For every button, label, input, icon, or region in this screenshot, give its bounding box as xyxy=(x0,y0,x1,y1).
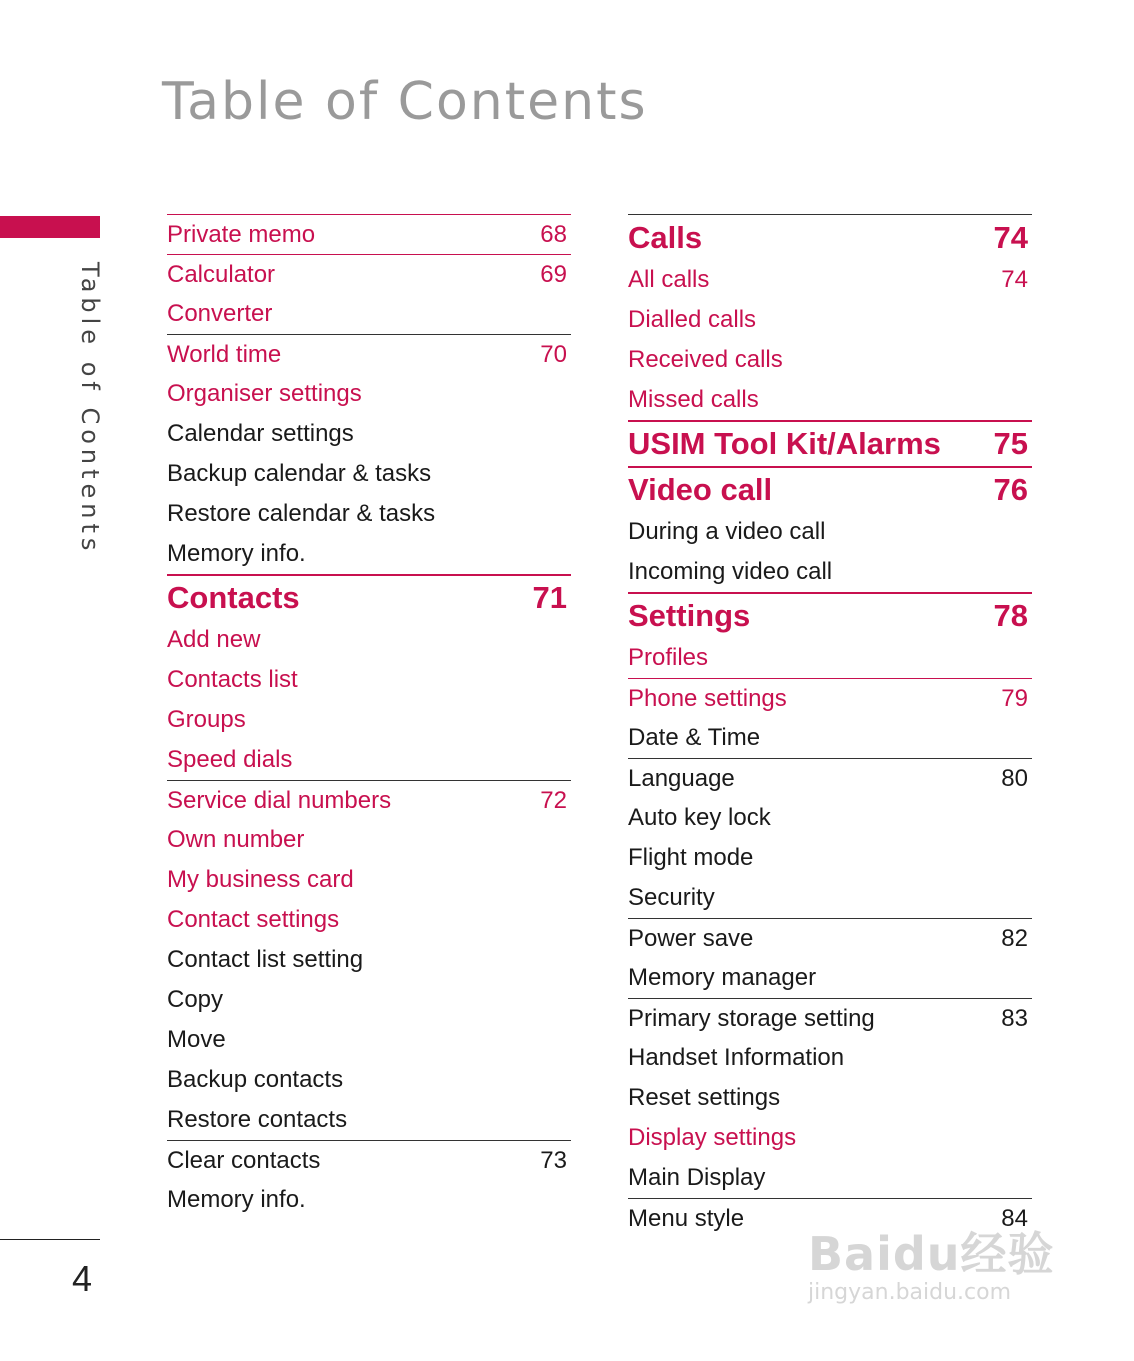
toc-entry-label: Speed dials xyxy=(167,746,293,773)
toc-entry-label: Menu style xyxy=(628,1204,745,1232)
section-tab-marker xyxy=(0,216,100,238)
toc-entry[interactable] xyxy=(628,798,1032,838)
toc-entry-label: Handset Information xyxy=(628,1044,845,1071)
toc-entry[interactable] xyxy=(628,260,1032,300)
toc-entry-label: Profiles xyxy=(628,644,709,671)
toc-entry[interactable] xyxy=(167,1060,571,1100)
toc-entry-page: 74 xyxy=(993,219,1028,255)
toc-entry-label: Memory info. xyxy=(167,1186,306,1213)
toc-entry[interactable] xyxy=(628,918,1032,958)
toc-entry[interactable] xyxy=(167,820,571,860)
toc-entry-label: Calls xyxy=(628,219,703,255)
toc-entry[interactable] xyxy=(628,1118,1032,1158)
toc-entry-label: Power save xyxy=(628,924,754,952)
page-number: 4 xyxy=(72,1258,93,1299)
toc-entry-page: 78 xyxy=(993,598,1028,633)
toc-entry[interactable] xyxy=(167,740,571,780)
toc-entry-label: Clear contacts xyxy=(167,1146,321,1174)
toc-entry-label: Contacts xyxy=(167,580,300,615)
toc-entry-page: 84 xyxy=(1001,1204,1028,1232)
toc-entry-page: 68 xyxy=(540,220,567,248)
toc-entry[interactable] xyxy=(167,374,571,414)
toc-entry-label: Memory info. xyxy=(167,540,306,567)
toc-entry-page: 83 xyxy=(1001,1004,1028,1032)
toc-entry[interactable] xyxy=(628,678,1032,718)
toc-entry-label: Own number xyxy=(167,826,305,853)
footer-rule xyxy=(0,1239,100,1240)
toc-entry-page: 75 xyxy=(993,426,1028,461)
toc-entry-label: Add new xyxy=(167,626,261,653)
toc-entry-page: 76 xyxy=(993,472,1028,507)
toc-entry[interactable] xyxy=(167,494,571,534)
toc-entry-label: Calendar settings xyxy=(167,420,354,447)
toc-entry-page: 80 xyxy=(1001,764,1028,792)
toc-entry-page: 73 xyxy=(540,1146,567,1174)
toc-entry[interactable] xyxy=(167,940,571,980)
toc-entry[interactable] xyxy=(167,534,571,574)
toc-entry-label: Restore calendar & tasks xyxy=(167,500,436,527)
toc-entry-label: Display settings xyxy=(628,1124,797,1151)
toc-entry-label: Main Display xyxy=(628,1164,766,1191)
toc-entry-label: Organiser settings xyxy=(167,380,362,407)
toc-entry-label: All calls xyxy=(628,266,710,293)
toc-entry-label: Phone settings xyxy=(628,684,787,712)
toc-entry-label: USIM Tool Kit/Alarms xyxy=(628,426,941,461)
toc-entry-label: Settings xyxy=(628,598,751,633)
toc-entry[interactable] xyxy=(628,1158,1032,1198)
toc-entry-label: During a video call xyxy=(628,518,826,545)
toc-entry-label: Flight mode xyxy=(628,844,754,871)
toc-entry-label: Move xyxy=(167,1026,226,1053)
toc-entry[interactable] xyxy=(167,334,571,374)
watermark xyxy=(808,1218,1068,1318)
toc-entry[interactable] xyxy=(628,958,1032,998)
toc-entry-label: Groups xyxy=(167,706,246,733)
toc-entry-label: Converter xyxy=(167,300,273,327)
watermark-logo: Baidu经验 xyxy=(808,1227,1055,1281)
toc-left-column xyxy=(167,214,571,1220)
toc-section-heading[interactable] xyxy=(628,466,1032,512)
toc-entry-page: 72 xyxy=(540,786,567,814)
toc-right-column xyxy=(628,214,1032,1238)
toc-entry[interactable] xyxy=(628,552,1032,592)
toc-entry[interactable] xyxy=(628,718,1032,758)
toc-entry-label: Backup contacts xyxy=(167,1066,344,1093)
toc-entry-page: 82 xyxy=(1001,924,1028,952)
toc-entry[interactable] xyxy=(167,860,571,900)
toc-entry[interactable] xyxy=(167,1140,571,1180)
toc-entry[interactable] xyxy=(628,838,1032,878)
toc-entry[interactable] xyxy=(167,780,571,820)
toc-entry-label: Missed calls xyxy=(628,386,759,413)
toc-entry[interactable] xyxy=(167,660,571,700)
toc-entry[interactable] xyxy=(628,300,1032,340)
toc-entry-label: Memory manager xyxy=(628,964,817,991)
toc-entry[interactable] xyxy=(167,214,571,254)
toc-entry[interactable] xyxy=(628,878,1032,918)
toc-entry[interactable] xyxy=(628,1038,1032,1078)
page-title: Table of Contents xyxy=(162,72,648,132)
toc-entry[interactable] xyxy=(628,512,1032,552)
toc-entry-page: 71 xyxy=(532,580,567,615)
toc-entry-label: Contact list setting xyxy=(167,946,364,973)
side-section-label: Table of Contents xyxy=(76,262,104,556)
toc-entry[interactable] xyxy=(628,758,1032,798)
toc-entry-label: Primary storage setting xyxy=(628,1004,875,1032)
toc-entry-label: World time xyxy=(167,340,282,368)
toc-entry-label: Reset settings xyxy=(628,1084,781,1111)
toc-section-heading[interactable] xyxy=(167,574,571,620)
watermark-url: jingyan.baidu.com xyxy=(808,1280,1012,1305)
toc-entry[interactable] xyxy=(628,1078,1032,1118)
toc-entry[interactable] xyxy=(167,980,571,1020)
toc-entry-page: 70 xyxy=(540,340,567,368)
toc-entry[interactable] xyxy=(628,998,1032,1038)
toc-entry-label: Contacts list xyxy=(167,666,298,693)
toc-entry[interactable] xyxy=(628,638,1032,678)
toc-entry-label: Calculator xyxy=(167,260,276,288)
toc-entry-label: Date & Time xyxy=(628,724,761,751)
toc-entry-page: 74 xyxy=(1001,266,1028,293)
toc-entry[interactable] xyxy=(167,1020,571,1060)
toc-entry-label: Security xyxy=(628,884,715,911)
toc-entry-label: Language xyxy=(628,764,735,792)
toc-entry-label: Contact settings xyxy=(167,906,340,933)
toc-entry-label: Private memo xyxy=(167,220,316,248)
toc-entry-label: Backup calendar & tasks xyxy=(167,460,432,487)
toc-entry[interactable] xyxy=(167,620,571,660)
toc-entry[interactable] xyxy=(167,454,571,494)
toc-entry[interactable] xyxy=(167,700,571,740)
toc-entry-label: Auto key lock xyxy=(628,804,771,831)
toc-entry-label: Video call xyxy=(628,472,773,507)
toc-entry-label: Copy xyxy=(167,986,224,1013)
toc-entry[interactable] xyxy=(167,1100,571,1140)
toc-section-heading[interactable] xyxy=(628,214,1032,260)
toc-entry-page: 69 xyxy=(540,260,567,288)
toc-entry[interactable] xyxy=(628,340,1032,380)
toc-entry-label: Restore contacts xyxy=(167,1106,348,1133)
toc-entry-label: Incoming video call xyxy=(628,558,833,585)
toc-entry[interactable] xyxy=(167,414,571,454)
toc-entry[interactable] xyxy=(167,1180,571,1220)
toc-section-heading[interactable] xyxy=(628,592,1032,638)
toc-entry[interactable] xyxy=(628,380,1032,420)
toc-entry-label: Dialled calls xyxy=(628,306,757,333)
toc-entry[interactable] xyxy=(167,254,571,294)
toc-entry[interactable] xyxy=(167,294,571,334)
toc-entry[interactable] xyxy=(167,900,571,940)
toc-entry-page: 79 xyxy=(1001,684,1028,712)
toc-entry-label: Received calls xyxy=(628,346,783,373)
toc-entry-label: Service dial numbers xyxy=(167,786,392,814)
toc-entry-label: My business card xyxy=(167,866,354,893)
toc-section-heading[interactable] xyxy=(628,420,1032,466)
